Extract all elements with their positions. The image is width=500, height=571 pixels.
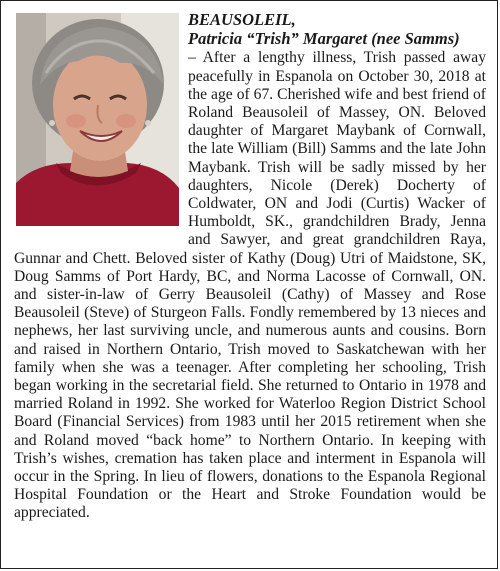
photo-float-spacer [14,11,188,239]
obituary-body: – After a lengthy illness, Trish passed away peacefully in Espanola on October 30, 2018 at the age of 67. Cherished wife and best friend of Roland Beausoleil of Massey, ON. Beloved daughter of Margaret Maybank of Cornwall, the late William (Bill) Samms and the late John Maybank. Trish will be sadly missed by her daughters, Nicole (Derek) Docherty of Coldwater, ON and Jodi (Curtis) Wacker of Humboldt, SK., grandchildren Brady, Jenna and Sawyer, and great grandchildren Raya, Gunnar and Chett. Beloved sister of Kathy (Doug) Utri of Maidstone, SK, Doug Samms of Port Hardy, BC, and Norma Lacosse of Cornwall, ON. and sister-in-law of Gerry Beausoleil (Cathy) of Massey and Rose Beausoleil (Steve) of Sturgeon Falls. Fondly remembered by 13 nieces and nephews, her last surviving uncle, and numerous aunts and cousins. Born and raised in Northern Ontario, Trish moved to Saskatchewan with her family when she was a teenager. After completing her schooling, Trish began working in the secretarial field. She returned to Ontario in 1978 and married Roland in 1992. She worked for Waterloo Region District School Board (Financial Services) from 1983 until her 2015 retirement when she and Roland moved “back home” to Northern Ontario. In keeping with Trish’s wishes, cremation has taken place and interment in Espanola will occur in the Spring. In lieu of flowers, donations to the Espanola Regional Hospital Foundation or the Heart and Stroke Foundation would be appreciated. [14,49,486,522]
obituary-text [14,11,486,523]
surname: BEAUSOLEIL, [188,10,296,29]
full-name: Patricia “Trish” Margaret (nee Samms) [188,29,460,49]
